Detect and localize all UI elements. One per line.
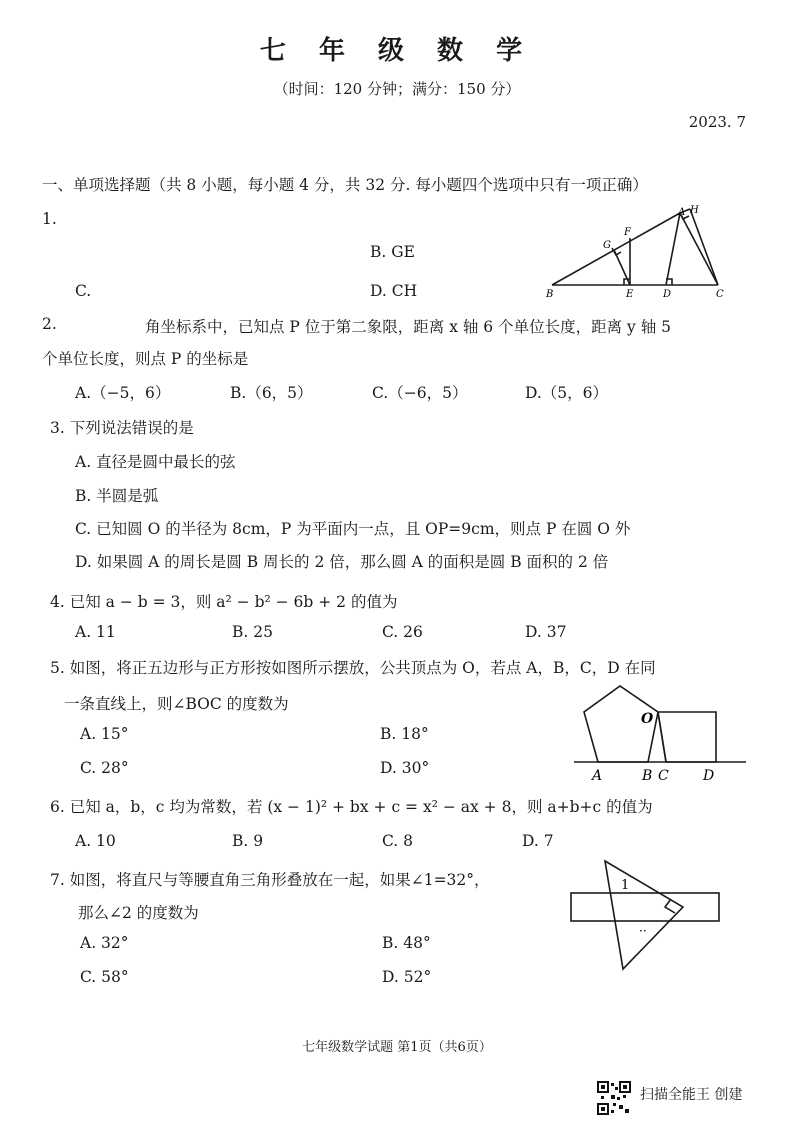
exam-date: 2023. 7 (688, 113, 746, 131)
q1-label-h: H (690, 205, 699, 216)
q2-stem-line2: 个单位长度，则点 P 的坐标是 (42, 350, 249, 368)
page-title: 七 年 级 数 学 (259, 36, 535, 66)
q1-label-f: F (624, 227, 631, 238)
q6-option-b: B. 9 (232, 832, 264, 850)
scanner-watermark: 扫描全能王 创建 (640, 1087, 743, 1103)
q1-option-c: C. (75, 282, 92, 300)
q2-option-c: C.（−6，5） (372, 384, 468, 402)
q1-figure (540, 205, 730, 305)
q3-option-d: D. 如果圆 A 的周长是圆 B 周长的 2 倍，那么圆 A 的面积是圆 B 面积的 2 倍 (75, 553, 609, 571)
q1-option-d: D. CH (370, 282, 418, 300)
q2-number: 2. (42, 315, 57, 333)
qr-code-icon (597, 1081, 631, 1115)
q1-label-g: G (603, 240, 611, 251)
q2-stem-line1: 角坐标系中，已知点 P 位于第二象限，距离 x 轴 6 个单位长度，距离 y 轴 5 (145, 318, 671, 336)
q1-label-b: B (546, 289, 554, 300)
q5-option-a: A. 15° (80, 725, 129, 743)
q7-label-angle1: 1 (621, 878, 630, 893)
q4-option-a: A. 11 (75, 623, 116, 641)
q3-option-a: A. 直径是圆中最长的弦 (75, 453, 236, 471)
q7-stem-line2: 那么∠2 的度数为 (78, 904, 199, 922)
q7-option-c: C. 58° (80, 968, 129, 986)
q1-label-a: A (678, 207, 686, 218)
q5-label-o: O (641, 711, 654, 727)
q6-option-d: D. 7 (522, 832, 554, 850)
q7-option-b: B. 48° (382, 934, 431, 952)
q3-option-c: C. 已知圆 O 的半径为 8cm，P 为平面内一点，且 OP=9cm，则点 P 在圆 O 外 (75, 520, 631, 538)
q6-option-a: A. 10 (75, 832, 116, 850)
exam-info: （时间：120 分钟；满分：150 分） (273, 80, 521, 98)
q1-label-c: C (716, 289, 724, 300)
q3-stem: 3. 下列说法错误的是 (50, 419, 194, 437)
section-heading: 一、单项选择题（共 8 小题，每小题 4 分，共 32 分. 每小题四个选项中只有一项正确） (42, 176, 648, 194)
q1-number: 1. (42, 210, 57, 228)
q5-label-d: D (703, 768, 715, 784)
q7-figure (565, 855, 725, 975)
q5-label-a: A (592, 768, 603, 784)
q5-stem-line2: 一条直线上，则∠BOC 的度数为 (64, 695, 289, 713)
q5-label-b: B (642, 768, 653, 784)
q5-label-c: C (658, 768, 669, 784)
q1-option-b: B. GE (370, 243, 415, 261)
q6-option-c: C. 8 (382, 832, 414, 850)
q1-label-d: D (663, 289, 672, 300)
q3-option-b: B. 半圆是弧 (75, 487, 159, 505)
q7-stem-line1: 7. 如图，将直尺与等腰直角三角形叠放在一起，如果∠1=32°， (50, 871, 490, 889)
q1-label-e: E (626, 289, 634, 300)
q6-stem: 6. 已知 a，b，c 均为常数，若 (x − 1)² + bx + c = x² − ax + 8，则 a+b+c 的值为 (50, 798, 653, 816)
q5-stem-line1: 5. 如图，将正五边形与正方形按如图所示摆放，公共顶点为 O，若点 A，B，C，D 在同 (50, 659, 656, 677)
q4-stem: 4. 已知 a − b = 3，则 a² − b² − 6b + 2 的值为 (50, 593, 398, 611)
q7-option-d: D. 52° (382, 968, 432, 986)
q2-option-a: A.（−5，6） (75, 384, 171, 402)
q4-option-b: B. 25 (232, 623, 273, 641)
q7-option-a: A. 32° (80, 934, 129, 952)
q4-option-c: C. 26 (382, 623, 423, 641)
q5-option-d: D. 30° (380, 759, 430, 777)
q7-angle2-dots: ·· (639, 924, 647, 938)
page-footer: 七年级数学试题 第1页（共6页） (302, 1040, 492, 1055)
q2-option-d: D.（5，6） (525, 384, 609, 402)
q4-option-d: D. 37 (525, 623, 567, 641)
q5-option-b: B. 18° (380, 725, 429, 743)
q5-figure (570, 680, 750, 785)
q5-option-c: C. 28° (80, 759, 129, 777)
q2-option-b: B.（6，5） (230, 384, 313, 402)
